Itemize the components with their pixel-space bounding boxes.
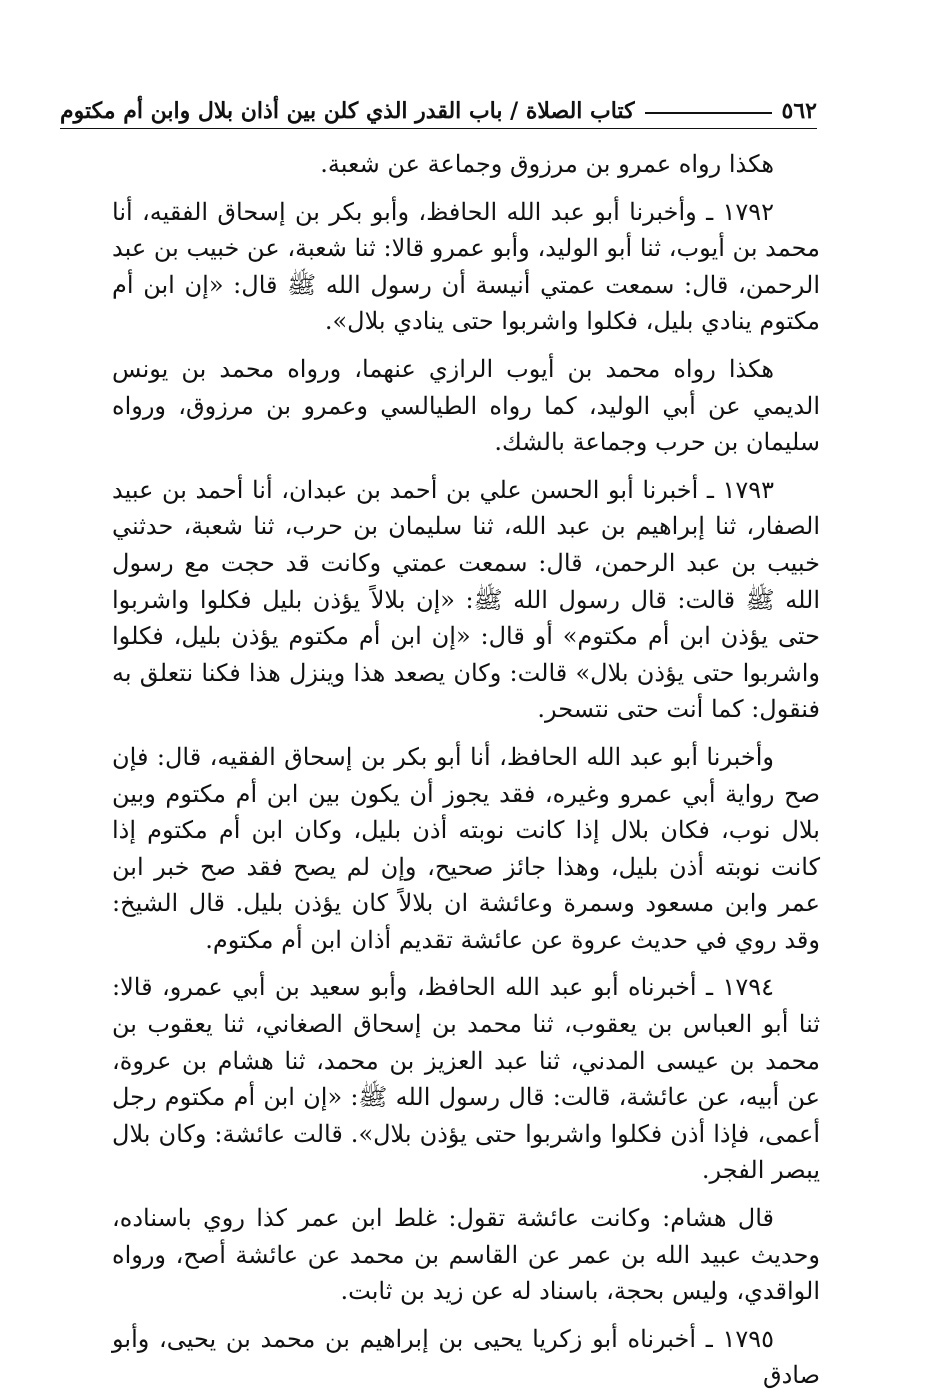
running-header [60, 86, 817, 126]
header-underline [60, 128, 817, 129]
paragraph-hadith-1793: ١٧٩٣ ـ أخبرنا أبو الحسن علي بن أحمد بن عبدان، أنا أحمد بن عبيد الصفار، ثنا إبراهيم بن عبد الله، ثنا سليمان بن حرب، ثنا شعبة، حدثني خبيب بن عبد الرحمن، قال: سمعت عمتي وكانت قد حجت مع رسول الله ﷺ قالت: قال رسول الله ﷺ: «إن بلالاً يؤذن بليل فكلوا واشربوا حتى يؤذن ابن أم مكتوم» أو قال: «إن ابن أم مكتوم يؤذن بليل، فكلوا واشربوا حتى يؤذن بلال» قالت: وكان يصعد هذا وينزل هذا فكنا نتعلق به فنقول: كما أنت حتى نتسحر. [112, 475, 820, 724]
paragraph-7: قال هشام: وكانت عائشة تقول: غلط ابن عمر كذا روي باسناده، وحديث عبيد الله بن عمر عن القاسم بن محمد عن عائشة أصح، ورواه الواقدي، وليس بحجة، باسناد له عن زيد بن ثابت. [112, 1204, 820, 1306]
paragraph-hadith-1792: ١٧٩٢ ـ وأخبرنا أبو عبد الله الحافظ، وأبو بكر بن إسحاق الفقيه، أنا محمد بن أيوب، ثنا أبو الوليد، وأبو عمرو قالا: ثنا شعبة، عن خبيب بن عبد الرحمن، قال: سمعت عمتي أنيسة أن رسول الله ﷺ قال: «إن ابن أم مكتوم ينادي بليل، فكلوا واشربوا حتى ينادي بلال». [112, 197, 820, 336]
paragraph-hadith-1795: ١٧٩٥ ـ أخبرناه أبو زكريا يحيى بن إبراهيم بن محمد بن يحيى، وأبو صادق [112, 1324, 820, 1390]
paragraph-1: هكذا رواه عمرو بن مرزوق وجماعة عن شعبة. [320, 150, 774, 178]
header-rule [645, 112, 772, 114]
paragraph-5: وأخبرنا أبو عبد الله الحافظ، أنا أبو بكر بن إسحاق الفقيه، قال: فإن صح رواية أبي عمرو وغيره، فقد يجوز أن يكون بين ابن أم مكتوم وبين بلال نوب، فكان بلال إذا كانت نوبته أذن بليل، وكان ابن أم مكتوم إذا كانت نوبته أذن بليل، وهذا جائز صحيح، وإن لم يصح فقد صح خبر ابن عمر وابن مسعود وسمرة وعائشة ان بلالاً كان يؤذن بليل. قال الشيخ: وقد روي في حديث عروة عن عائشة تقديم أذان ابن أم مكتوم. [112, 742, 820, 954]
chapter-title: كتاب الصلاة / باب القدر الذي كلن بين أذان بلال وابن أم مكتوم [60, 98, 635, 124]
paragraph-3: هكذا رواه محمد بن أيوب الرازي عنهما، ورواه محمد بن يونس الديمي عن أبي الوليد، كما رواه الطيالسي وعمرو بن مرزوق، ورواه سليمان بن حرب وجماعة بالشك. [112, 354, 820, 457]
paragraph-hadith-1794: ١٧٩٤ ـ أخبرناه أبو عبد الله الحافظ، وأبو سعيد بن أبي عمرو، قالا: ثنا أبو العباس بن يعقوب، ثنا محمد بن إسحاق الصغاني، ثنا يعقوب بن محمد بن عيسى المدني، ثنا عبد العزيز بن محمد، ثنا هشام بن عروة، عن أبيه، عن عائشة، قالت: قال رسول الله ﷺ: «إن ابن أم مكتوم رجل أعمى، فإذا أذن فكلوا واشربوا حتى يؤذن بلال». قالت عائشة: وكان بلال يبصر الفجر. [112, 973, 820, 1185]
page-number: ٥٦٢ [781, 98, 817, 124]
body-text [112, 146, 820, 1394]
